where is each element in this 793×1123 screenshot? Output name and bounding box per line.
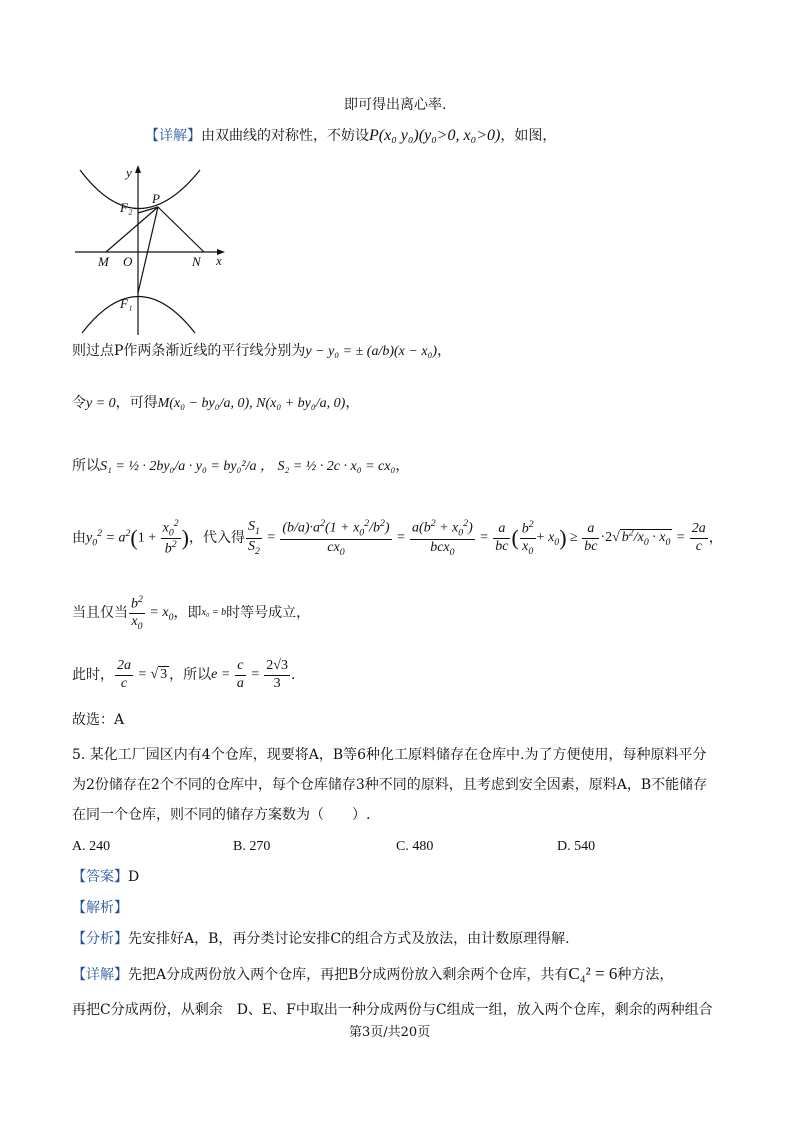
detail-point-math: P(x₀ y₀)(y₀>0, x₀>0) [369, 127, 501, 144]
xiangjie-text1-end: 种方法， [617, 967, 674, 983]
line5-cond: x₀ = b [201, 607, 227, 618]
label-y: y [126, 165, 132, 180]
upper-branch [80, 170, 200, 209]
xiangjie-comb: C₄² = 6 [568, 964, 618, 983]
xiangjie-text1: 先把A分成两份放入两个仓库，再把B分成两份放入剩余两个仓库，共有 [128, 967, 569, 983]
line4-prefix: 由 [72, 530, 86, 546]
label-O: O [123, 254, 133, 269]
detail-suffix: ，如图， [500, 128, 557, 144]
answer-label: 【答案】 [72, 869, 128, 885]
option-d: D. 540 [557, 839, 596, 854]
option-c: C. 480 [396, 839, 434, 854]
fenxi-label: 【分析】 [72, 931, 128, 947]
label-M: M [98, 254, 109, 269]
hyperbola-figure [70, 165, 230, 340]
label-P: P [152, 191, 160, 206]
line4-mid: ，代入得 [188, 530, 245, 546]
xiangjie-label: 【详解】 [72, 967, 128, 983]
line6-prefix: 此时， [72, 667, 114, 683]
line4-chain: $\frac{S_1}{S_2}$ = $\frac{(b/a)\cdot a^2(1 + x_0^2/b^2)}{cx_0}$ = $\frac{a(b^2 + x_0^2)}{bcx_0}$ = $\frac{a}{bc}$ ( $\frac{b^2}{x_0}$ + $x_0$) ≥ $\frac{a}{bc}$ ·2√ $b^2/x_0 \cdot x_0$ = $\frac{2a}{c}$ [247, 518, 706, 558]
xiangjie-line1 [72, 965, 673, 982]
label-x: x [216, 253, 222, 268]
line5-math: $\frac{b^2}{x_0}$ = $x_0$ [131, 594, 174, 632]
line-areas [72, 459, 409, 474]
line2-math: M(x₀ − by₀/a, 0), N(x₀ + by₀/a, 0) [157, 396, 346, 411]
q5-line2: 为2份储存在2个不同的仓库中，每个仓库储存3种不同的原料，且考虑到安全因素，原料A，B不能储存 [72, 777, 708, 793]
line6-suffix: . [290, 667, 296, 683]
line-equality [72, 593, 310, 633]
detail-label: 【详解】 [145, 128, 201, 144]
q5-line3: 在同一个仓库，则不同的储存方案数为（ ）. [72, 807, 371, 823]
line6-mid: ，所以 [169, 667, 212, 683]
line4-suffix: ， [708, 530, 723, 546]
line1-math: y − y₀ = ± (a/b)(x − x₀) [305, 344, 438, 359]
analysis-label: 【解析】 [72, 900, 128, 916]
line3-suffix: ， [395, 458, 410, 474]
header-line: 即可得出离心率. [344, 97, 447, 113]
choose-answer: 故选：A [72, 712, 125, 728]
option-b: B. 270 [233, 839, 271, 854]
answer-line [72, 870, 139, 884]
label-F1: F₁ [120, 296, 133, 311]
line-eccentricity [72, 655, 295, 695]
answer-value: D [128, 869, 140, 885]
line-intercepts [72, 396, 359, 411]
line-ratio [72, 510, 723, 566]
line1-suffix: ， [437, 343, 452, 359]
line5-suffix: 时等号成立， [226, 605, 311, 621]
line2-prefix: 令 [72, 395, 86, 411]
detail-intro-text: 由双曲线的对称性，不妨设 [201, 128, 369, 144]
label-F2: F₂ [120, 200, 133, 215]
detail-intro-line [145, 128, 556, 144]
line5-prefix: 当且仅当 [72, 605, 128, 621]
line6-eq1: $\frac{2a}{c}$ = √ 3 [117, 658, 168, 691]
line-parallel [72, 344, 451, 359]
line1-prefix: 则过点P作两条渐近线的平行线分别为 [72, 343, 306, 359]
y-axis-arrow [135, 165, 141, 173]
line-PN [158, 207, 204, 252]
option-a: A. 240 [72, 839, 111, 854]
line5-mid: ，即 [173, 605, 202, 621]
xiangjie-line2: 再把C分成两份，从剩余 D、E、F中取出一种分成两份与C组成一组，放入两个仓库，剩余的两种组合 [72, 1002, 713, 1018]
line6-eq2: e = $\frac{c}{a}$ = $\frac{2√3}{3}$ [211, 658, 288, 691]
line3-math: S₁ = ½ · 2by₀/a · y₀ = by₀²/a ， S₂ = ½ · 2c · x₀ = cx₀ [100, 459, 396, 474]
line3-prefix: 所以 [72, 458, 100, 474]
line-F1P [138, 207, 158, 293]
page-footer: 第3页/共20页 [349, 1025, 431, 1040]
q5-line1: 5. 某化工厂园区内有4个仓库，现要将A，B等6种化工原料储存在仓库中.为了方便使用，每种原料平分 [72, 747, 707, 763]
label-N: N [192, 254, 201, 269]
fenxi-line [72, 932, 570, 946]
line2-mid: ，可得 [115, 395, 158, 411]
line4-given: $y_0^2 = a^2(1$ + $\frac{x_0^2}{b^2}$ ) [86, 517, 189, 558]
line2-suffix: ， [345, 395, 360, 411]
line2-cond: y = 0 [86, 396, 116, 411]
fenxi-text: 先安排好A，B，再分类讨论安排C的组合方式及放法，由计数原理得解. [128, 931, 570, 947]
